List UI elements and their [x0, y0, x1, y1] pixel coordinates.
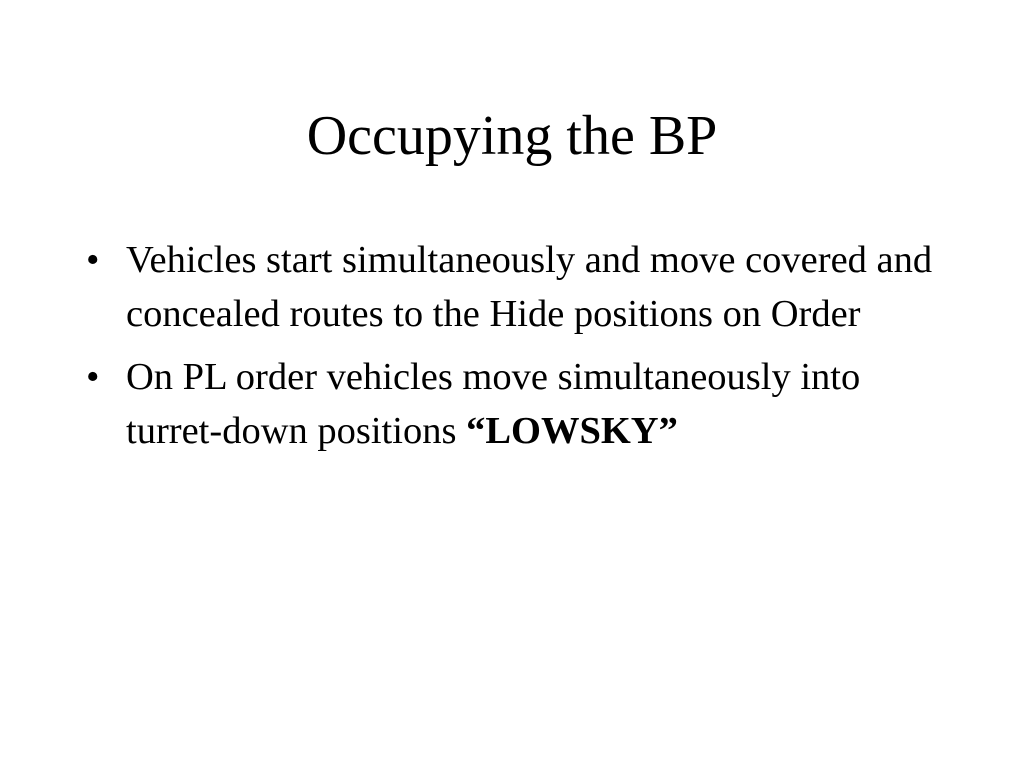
bullet-text: On PL order vehicles move simultaneously into turret-down positions [126, 356, 861, 452]
bullet-icon: • [86, 239, 100, 281]
bullet-item-vehicles-start [84, 233, 934, 341]
bullet-icon: • [86, 356, 100, 398]
bullet-text: Vehicles start simultaneously and move covered and concealed routes to the Hide positions on Order [126, 239, 933, 335]
bullet-list [84, 233, 934, 467]
lowsky-term: “LOWSKY” [466, 410, 678, 452]
bullet-item-pl-order [84, 350, 934, 458]
slide-title: Occupying the BP [306, 105, 718, 167]
